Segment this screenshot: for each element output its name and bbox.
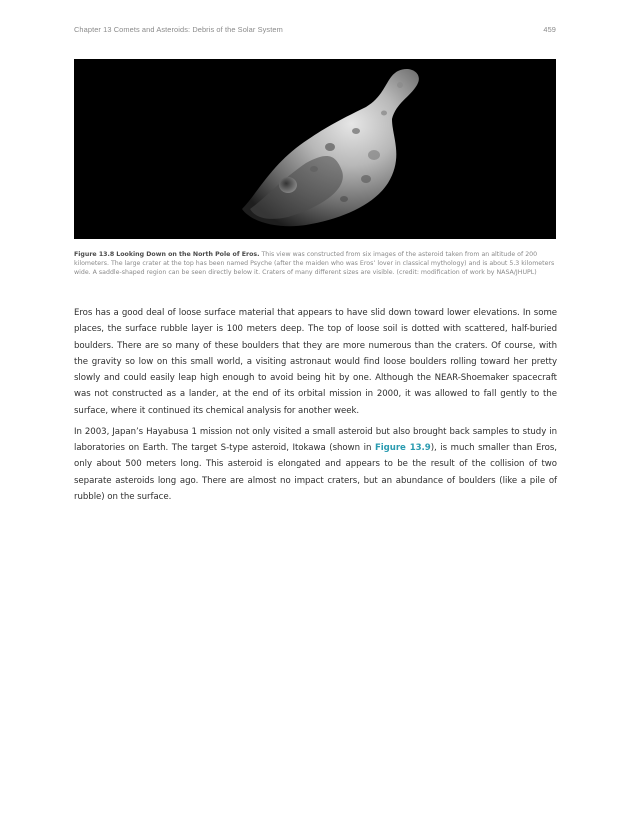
eros-asteroid-photo [74, 59, 556, 239]
figure-label: Figure 13.8 [74, 251, 115, 258]
eros-asteroid-image [74, 59, 556, 239]
psyche-crater [279, 177, 297, 193]
chapter-title: Chapter 13 Comets and Asteroids: Debris of the Solar System [74, 25, 283, 34]
paragraph-1: Eros has a good deal of loose surface material that appears to have slid down toward lower elevations. In some places, the surface rubble layer is 100 meters deep. The top of loose soil is dotted with scattered, half-buried boulders. There are so many of these boulders that they are more numerous than the craters. Of course, with the gravity so low on this small world, a visiting astronaut would find loose boulders rolling toward her pretty slowly and could easily leap high enough to avoid being hit by one. Although the NEAR-Shoemaker spacecraft was not constructed as a lander, at the end of its orbital mission in 2000, it was allowed to fall gently to the surface, where it continued its chemical analysis for another week. [74, 308, 557, 416]
page-number: 459 [543, 25, 556, 34]
body-text [74, 305, 557, 510]
figure-credit: NASA/JHUPL [496, 269, 535, 277]
figure-caption [74, 250, 558, 278]
figure-13-9-link[interactable]: Figure 13.9 [374, 443, 431, 453]
paragraph-2-end: ), is much smaller than Eros, only about 500 meters long. This asteroid is elongated and appears to be the result of the collision of two separate asteroids long ago. There are almost no impact craters, but an abundance of boulders (like a pile of rubble) on the surface. [74, 443, 557, 502]
figure-credit-end: ) [534, 269, 537, 277]
paragraph-2 [74, 424, 557, 505]
paragraph-2-start: In 2003, Japan’s Hayabusa 1 mission not only visited a small asteroid but also brought back samples to study in laboratories on Earth. The target S-type asteroid, Itokawa (shown in [74, 426, 557, 453]
figure-title: Looking Down on the North Pole of Eros. [116, 251, 260, 258]
running-header [74, 25, 556, 34]
figure-caption-text: This view was constructed from six images of the asteroid taken from an altitude of 200 kilometers. The large crater at the top has been named Psyche (after the maiden who was Eros’ lover in classical mythology) and is about 5.3 kilometers wide. A saddle-shaped region can be seen directly below it. Craters of many different sizes are visible. (credit: modification of work by [74, 251, 555, 277]
